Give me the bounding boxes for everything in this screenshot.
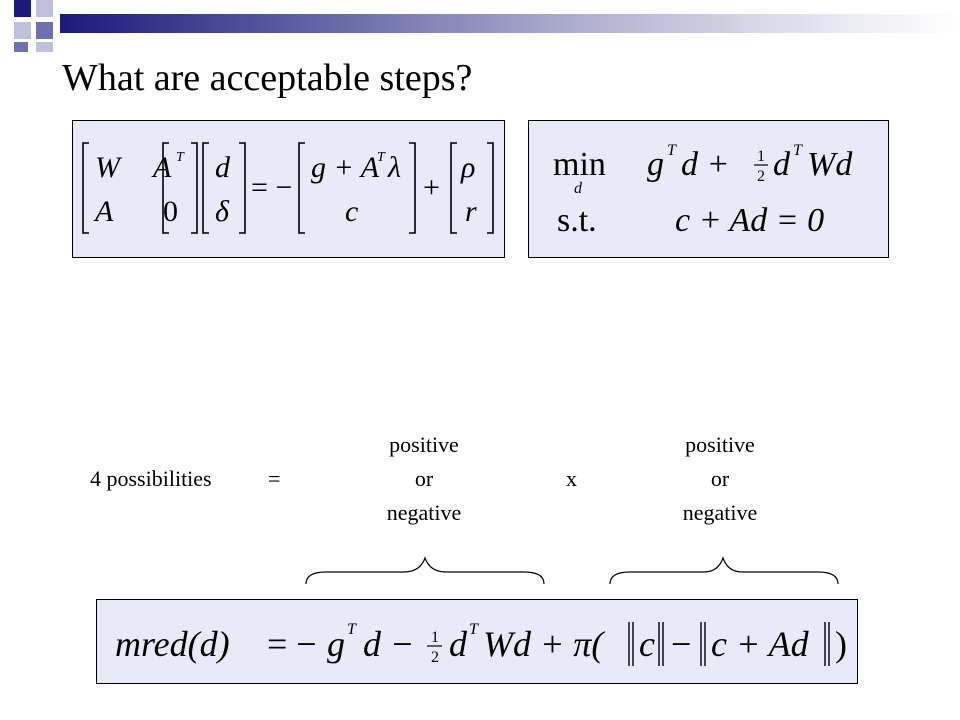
mred-c-plus-ad: c + Ad xyxy=(711,624,809,664)
obj-t1: T xyxy=(667,142,676,159)
possibilities-label: 4 possibilities xyxy=(90,466,212,491)
deco-square-mid xyxy=(14,42,28,52)
left-or: or xyxy=(414,466,434,491)
equals-minus: = − xyxy=(251,171,293,204)
mred-minus: − xyxy=(671,624,692,664)
right-positive: positive xyxy=(685,432,755,457)
kkt-system-box xyxy=(72,120,505,258)
rhs-lambda: λ xyxy=(388,151,401,184)
obj-half-num: 1 xyxy=(757,148,765,165)
constraint-text: c + Ad = 0 xyxy=(675,202,825,239)
matrix-transpose: T xyxy=(176,150,184,165)
kkt-equation xyxy=(73,121,506,259)
qp-problem-box xyxy=(528,120,889,258)
matrix-a2: A xyxy=(95,195,114,228)
mred-t2: T xyxy=(469,621,478,638)
deco-square-light xyxy=(36,0,53,17)
deco-square-light xyxy=(14,22,31,39)
mred-half-den: 2 xyxy=(431,649,439,666)
right-or: or xyxy=(710,466,730,491)
rhs-transpose: T xyxy=(377,150,385,165)
right-brace xyxy=(604,552,844,588)
rhs-c: c xyxy=(345,195,359,228)
mred-box xyxy=(96,599,858,684)
slide-title: What are acceptable steps? xyxy=(62,57,473,99)
mred-lhs: mred(d) xyxy=(115,624,230,664)
rhs-g-plus-a: g + A xyxy=(311,151,380,184)
vec-delta: δ xyxy=(215,195,229,228)
mred-d2: d xyxy=(449,624,467,664)
mred-equals: = − xyxy=(267,624,317,664)
mred-wd-pi: Wd + π( xyxy=(483,624,604,664)
min-label: min xyxy=(553,146,606,183)
min-subscript: d xyxy=(574,180,582,197)
possibilities-equals: = xyxy=(268,466,281,491)
mred-c: c xyxy=(639,624,655,664)
mred-d-minus: d − xyxy=(363,624,415,664)
times-sign: x xyxy=(566,466,577,491)
left-brace xyxy=(300,552,550,588)
deco-square-dark xyxy=(14,0,31,17)
obj-g: g xyxy=(647,146,664,183)
mred-half-num: 1 xyxy=(431,629,439,646)
header-gradient-bar xyxy=(60,14,960,33)
obj-t2: T xyxy=(793,142,802,159)
mred-t1: T xyxy=(347,621,356,638)
left-negative: negative xyxy=(386,500,462,525)
st-label: s.t. xyxy=(557,202,597,239)
vec-d: d xyxy=(215,151,230,184)
right-sign-stack xyxy=(650,428,790,530)
obj-d2: d xyxy=(773,146,790,183)
deco-square-light xyxy=(36,42,53,52)
obj-half-den: 2 xyxy=(757,168,765,185)
qp-equation xyxy=(529,121,890,259)
deco-square-mid xyxy=(36,22,53,39)
mred-g: g xyxy=(327,624,345,664)
mred-close-paren: ) xyxy=(835,624,847,664)
left-sign-stack xyxy=(354,428,494,530)
right-negative: negative xyxy=(682,500,758,525)
vec-r: r xyxy=(465,195,477,228)
matrix-w: W xyxy=(95,151,120,184)
matrix-a: A xyxy=(153,151,172,184)
left-positive: positive xyxy=(389,432,459,457)
matrix-zero: 0 xyxy=(163,195,178,228)
mred-equation xyxy=(97,600,859,685)
plus-sign: + xyxy=(423,171,440,204)
vec-rho: ρ xyxy=(461,151,476,184)
obj-wd: Wd xyxy=(807,146,853,183)
obj-d-plus: d + xyxy=(681,146,730,183)
